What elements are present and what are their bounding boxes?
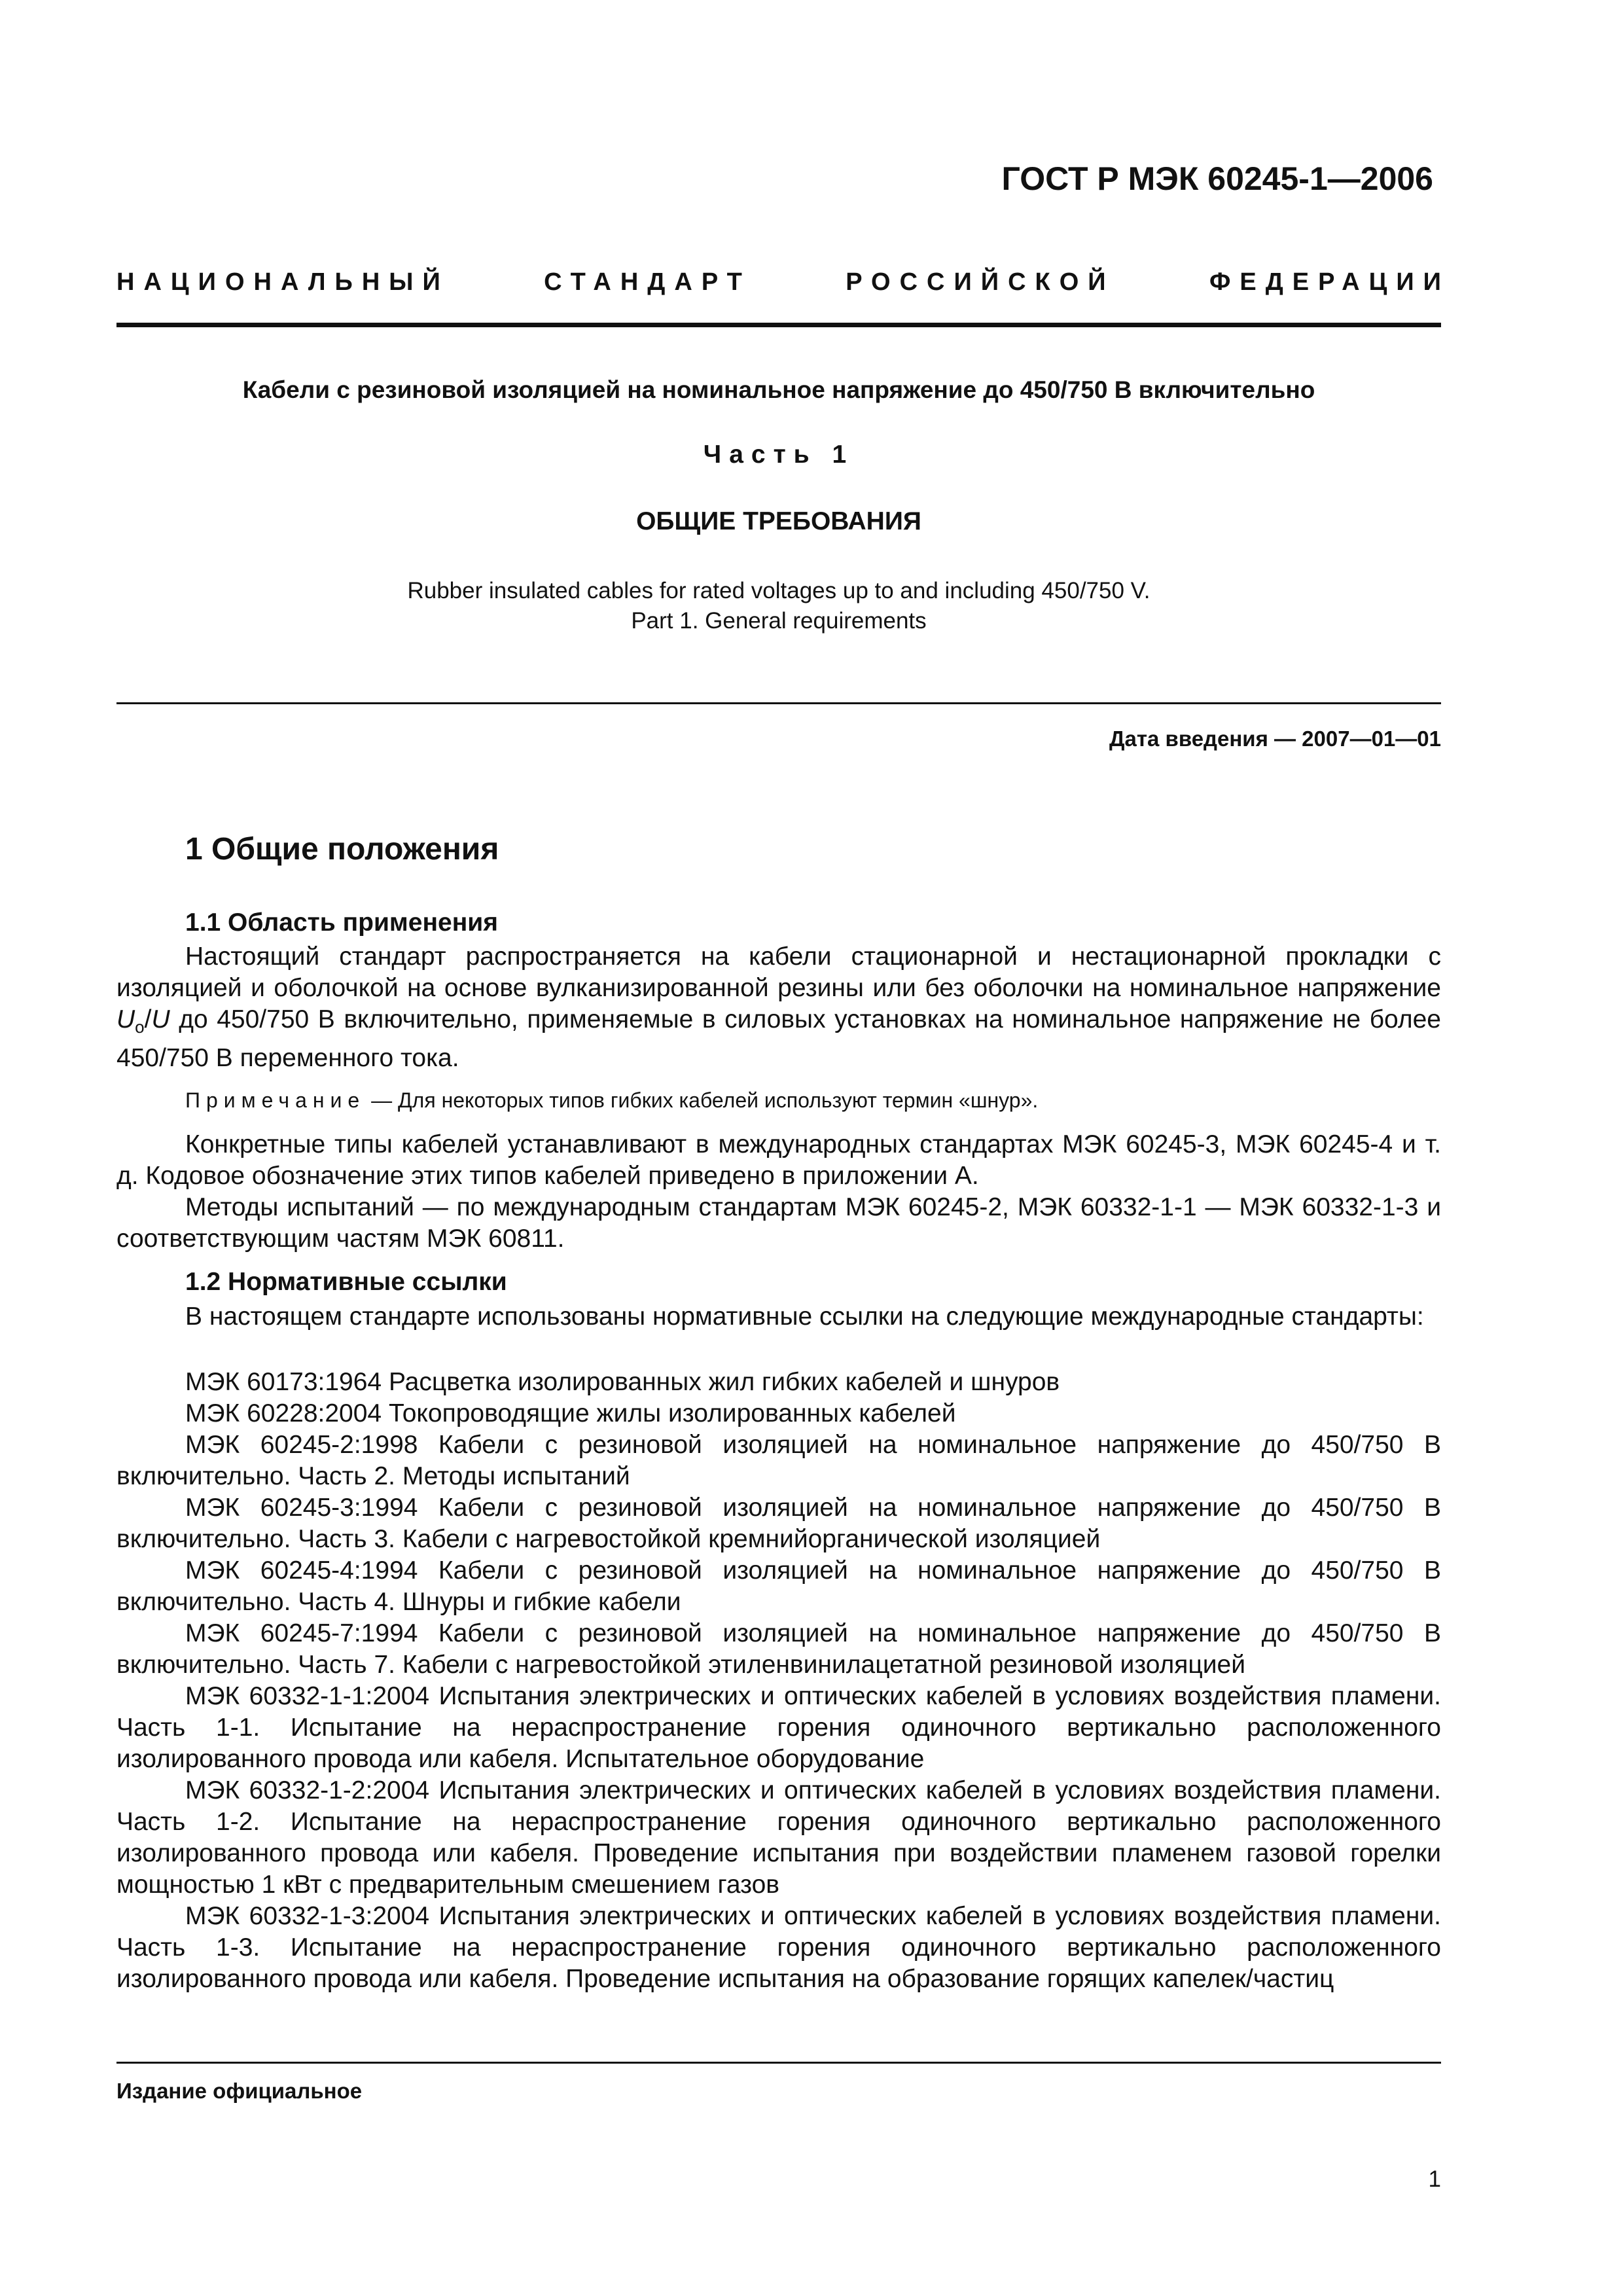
reference-item: МЭК 60228:2004 Токопроводящие жилы изолированных кабелей — [185, 1399, 956, 1427]
note-text: — Для некоторых типов гибких кабелей используют термин «шнур». — [365, 1088, 1039, 1112]
official-edition-label: Издание официальное — [116, 2079, 363, 2103]
title-english — [116, 576, 1441, 636]
footer-divider — [116, 2062, 1441, 2064]
reference-item: МЭК 60332-1-3:2004 Испытания электрических и оптических кабелей в условиях воздействия пламени. Часть 1-3. Испытание на нераспространение горения одиночного вертикально расположенного изолированного провода или кабеля. Проведение испытания на образование горящих капелек/частиц — [116, 1902, 1441, 1993]
scope-paragraph: Конкретные типы кабелей устанавливают в международных стандартах МЭК 60245-3, МЭК 60245-4 и т. д. Кодовое обозначение этих типов кабелей приведено в приложении А. Методы испытаний — по международным стандартам МЭК 60245-2, МЭК 60332-1-1 — МЭК 60332-1-3 и соответствующим частям МЭК 60811. — [116, 1130, 1441, 1253]
title-divider — [116, 702, 1441, 704]
document-code: ГОСТ Р МЭК 60245-1—2006 — [1001, 160, 1433, 197]
reference-item: МЭК 60245-7:1994 Кабели с резиновой изоляцией на номинальное напряжение до 450/750 В включительно. Часть 7. Кабели с нагревостойкой этиленвинилацетатной резиновой изоляцией — [116, 1619, 1441, 1679]
subsection-heading: 1.1 Область применения — [185, 908, 498, 937]
banner-word: РОССИЙСКОЙ — [846, 268, 1115, 296]
banner-word: СТАНДАРТ — [544, 268, 751, 296]
reference-item: МЭК 60245-4:1994 Кабели с резиновой изоляцией на номинальное напряжение до 450/750 В включительно. Часть 4. Шнуры и гибкие кабели — [116, 1556, 1441, 1616]
reference-item: МЭК 60173:1964 Расцветка изолированных жил гибких кабелей и шнуров — [185, 1368, 1060, 1396]
section-heading: 1 Общие положения — [185, 832, 499, 867]
references-list — [116, 1367, 1441, 1995]
note — [185, 1088, 1038, 1113]
title-russian: Кабели с резиновой изоляцией на номинальное напряжение до 450/750 В включительно — [242, 376, 1315, 403]
reference-item: МЭК 60332-1-1:2004 Испытания электрических и оптических кабелей в условиях воздействия пламени. Часть 1-1. Испытание на нераспространение горения одиночного вертикально расположенного изолированного провода или кабеля. Испытательное оборудование — [116, 1682, 1441, 1773]
references-intro: В настоящем стандарте использованы нормативные ссылки на следующие международные стандарты: — [185, 1302, 1424, 1331]
introduction-date: Дата введения — 2007—01—01 — [1109, 726, 1441, 751]
national-standard-banner — [116, 268, 1450, 296]
scope-paragraph: Настоящий стандарт распространяется на кабели стационарной и нестационарной прокладки с изоляцией и оболочкой на основе вулканизированной резины или без оболочки на номинальное напряжение $U_o/U$ до 450/750 В включительно, применяемые в силовых установках на номинальное напряжение не более 450/750 В переменного тока. — [116, 942, 1441, 1072]
header-divider — [116, 323, 1441, 327]
reference-item: МЭК 60245-2:1998 Кабели с резиновой изоляцией на номинальное напряжение до 450/750 В включительно. Часть 2. Методы испытаний — [116, 1431, 1441, 1490]
part-label: Часть 1 — [703, 440, 855, 469]
banner-word: ФЕДЕРАЦИИ — [1209, 268, 1450, 296]
reference-item: МЭК 60332-1-2:2004 Испытания электрических и оптических кабелей в условиях воздействия пламени. Часть 1-2. Испытание на нераспространение горения одиночного вертикально расположенного изолированного провода или кабеля. Проведение испытания при воздействии пламенем газовой горелки мощностью 1 кВт с предварительным смешением газов — [116, 1776, 1441, 1899]
part-title: ОБЩИЕ ТРЕБОВАНИЯ — [636, 507, 921, 535]
banner-word: НАЦИОНАЛЬНЫЙ — [116, 268, 450, 296]
subsection-heading: 1.2 Нормативные ссылки — [185, 1268, 507, 1296]
reference-item: МЭК 60245-3:1994 Кабели с резиновой изоляцией на номинальное напряжение до 450/750 В включительно. Часть 3. Кабели с нагревостойкой кремнийорганической изоляцией — [116, 1494, 1441, 1553]
note-label: Примечание — [185, 1088, 366, 1112]
title-english-line: Rubber insulated cables for rated voltages up to and including 450/750 V. — [407, 578, 1150, 603]
page-number: 1 — [1428, 2166, 1441, 2192]
title-english-line: Part 1. General requirements — [631, 608, 927, 634]
